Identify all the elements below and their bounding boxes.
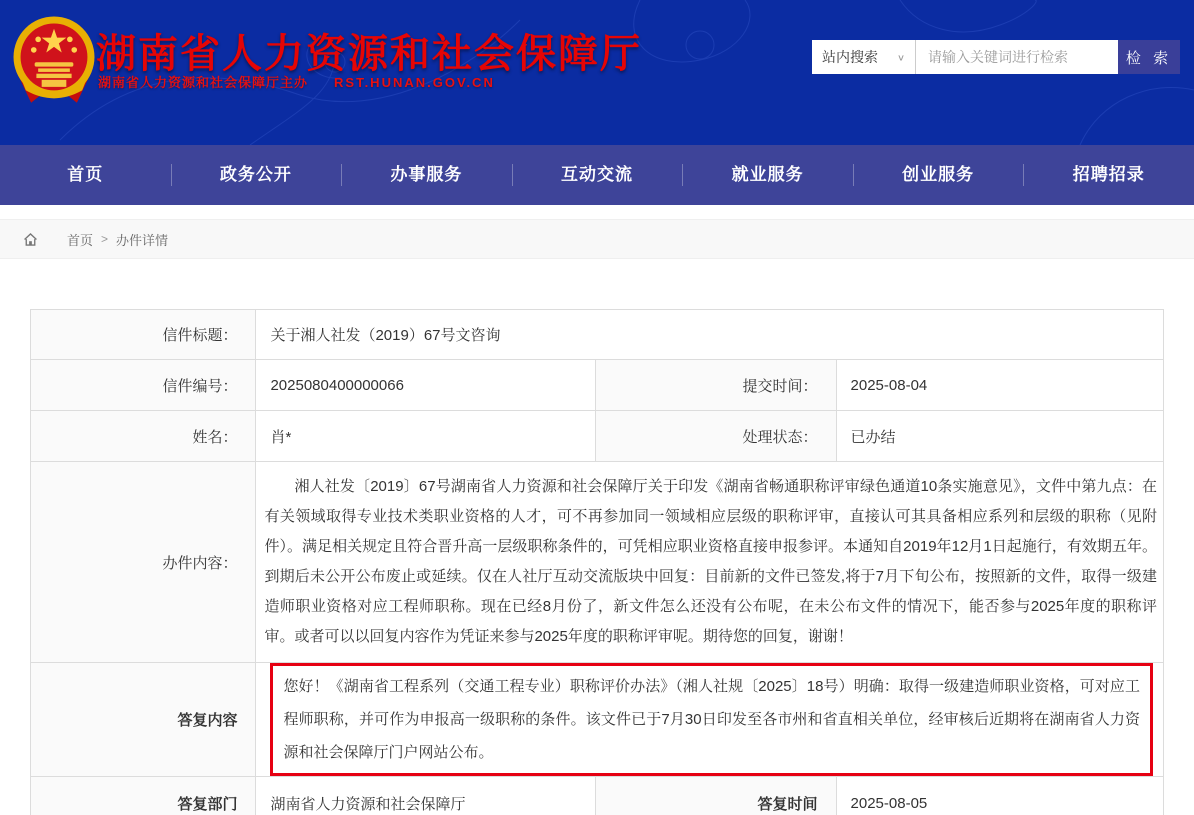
row-letter-number (31, 360, 1164, 411)
site-subtitle-text: 湖南省人力资源和社会保障厅主办 (98, 75, 309, 90)
name-label: 姓名： (31, 411, 256, 462)
breadcrumb-separator: > (101, 232, 109, 246)
nav-item-recruitment[interactable]: 招聘招录 (1023, 145, 1194, 205)
search-bar (812, 40, 1180, 74)
reply-dept-value: 湖南省人力资源和社会保障厅 (256, 777, 596, 815)
search-scope-label: 站内搜索 (822, 49, 878, 65)
reply-content-highlight-box: 您好！《湖南省工程系列（交通工程专业）职称评价办法》（湘人社规〔2025〕18号）明确：取得一级建造师职业资格，可对应工程师职称，并可作为申报高一级职称的条件。该文件已于7月30日印发至各市州和省直相关单位，经审核后近期将在湖南省人力资源和社会保障厅门户网站公布。 (270, 663, 1153, 776)
nav-item-home[interactable]: 首页 (67, 165, 104, 184)
site-header (0, 0, 1194, 145)
nav-item-interaction[interactable]: 互动交流 (512, 145, 683, 205)
letter-detail-page (0, 259, 1194, 815)
reply-dept-label: 答复部门 (31, 777, 256, 815)
reply-time-value: 2025-08-05 (836, 777, 1163, 815)
letter-number-value: 2025080400000066 (256, 360, 596, 411)
search-button[interactable]: 检 索 (1118, 40, 1180, 74)
row-reply-dept-time (31, 777, 1164, 815)
site-url: RST.HUNAN.GOV.CN (334, 75, 495, 90)
site-subtitle (98, 72, 495, 91)
status-value: 已办结 (836, 411, 1163, 462)
search-input[interactable] (916, 40, 1118, 74)
nav-item-entrepreneurship[interactable]: 创业服务 (853, 145, 1024, 205)
status-label: 处理状态： (596, 411, 836, 462)
search-scope-dropdown[interactable] (812, 40, 916, 74)
main-nav (0, 145, 1194, 205)
breadcrumb-current: 办件详情 (116, 232, 169, 248)
breadcrumb-home-link[interactable]: 首页 (67, 232, 94, 248)
national-emblem-logo (10, 8, 98, 120)
breadcrumb (0, 219, 1194, 259)
reply-content-cell (256, 663, 1164, 777)
site-title: 湖南省人力资源和社会保障厅 (96, 32, 642, 76)
home-icon[interactable] (22, 231, 39, 248)
reply-time-label: 答复时间 (596, 777, 836, 815)
nav-item-employment[interactable]: 就业服务 (682, 145, 853, 205)
letter-content-label: 办件内容： (31, 462, 256, 663)
nav-item-gov-info[interactable]: 政务公开 (171, 145, 342, 205)
nav-item-services[interactable]: 办事服务 (341, 145, 512, 205)
letter-title-value: 关于湘人社发（2019）67号文咨询 (256, 310, 1164, 360)
reply-content-label: 答复内容 (31, 663, 256, 777)
submit-time-value: 2025-08-04 (836, 360, 1163, 411)
letter-content-value: 湘人社发〔2019〕67号湖南省人力资源和社会保障厅关于印发《湖南省畅通职称评审绿色通道10条实施意见》，文件中第九点：在有关领域取得专业技术类职业资格的人才，可不再参加同一领域相应层级的职称评审，直接认可其具备相应系列和层级的职称（见附件）。满足相关规定且符合晋升高一层级职称条件的，可凭相应职业资格直接申报参评。本通知自2019年12月1日起施行，有效期五年。到期后未公开公布废止或延续。仅在人社厅互动交流版块中回复：目前新的文件已签发,将于7月下旬公布，按照新的文件，取得一级建造师职业资格对应工程师职称。现在已经8月份了，新文件怎么还没有公布呢，在未公布文件的情况下，能否参与2025年度的职称评审。或者可以以回复内容作为凭证来参与2025年度的职称评审呢。期待您的回复，谢谢！ (256, 462, 1164, 663)
name-value: 肖* (256, 411, 596, 462)
breadcrumb-gap (0, 205, 1194, 219)
row-letter-content (31, 462, 1164, 663)
letter-number-label: 信件编号： (31, 360, 256, 411)
submit-time-label: 提交时间： (596, 360, 836, 411)
letter-detail-table (30, 309, 1164, 815)
row-name-status (31, 411, 1164, 462)
row-letter-title (31, 310, 1164, 360)
chevron-down-icon: ∨ (896, 52, 905, 63)
row-reply-content (31, 663, 1164, 777)
letter-title-label: 信件标题： (31, 310, 256, 360)
